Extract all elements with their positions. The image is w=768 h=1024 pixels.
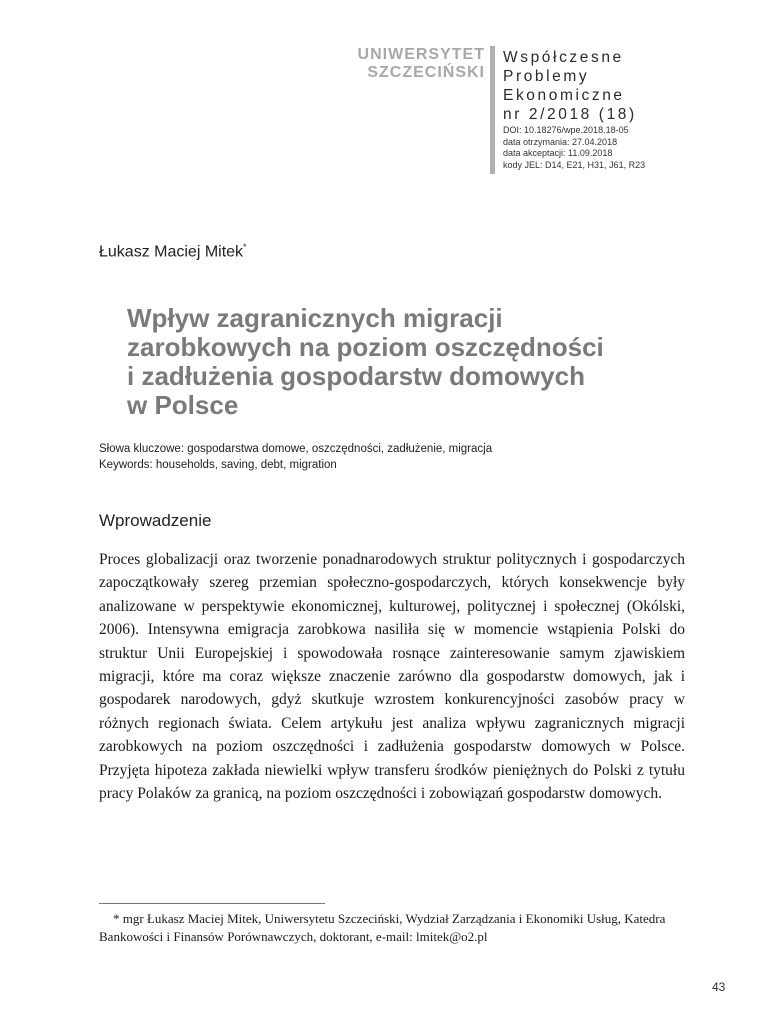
journal-line-3: Ekonomiczne: [503, 87, 625, 104]
footnote: [99, 910, 685, 946]
author: [99, 242, 247, 261]
university-line-2: SZCZECIŃSKI: [367, 64, 485, 81]
university-line-1: UNIWERSYTET: [357, 46, 485, 63]
footnote-rule: [99, 903, 325, 904]
article-metadata: [503, 125, 645, 171]
section-heading: Wprowadzenie: [99, 511, 212, 530]
article-title: [127, 304, 667, 420]
title-line-2: zarobkowych na poziom oszczędności: [127, 332, 604, 362]
jel-codes: kody JEL: D14, E21, H31, J61, R23: [503, 159, 646, 170]
journal-name: [503, 48, 637, 124]
footnote-mark: *: [113, 911, 120, 926]
keywords: [99, 441, 492, 473]
journal-line-2: Problemy: [503, 68, 590, 85]
author-footnote-mark: *: [243, 242, 247, 252]
footnote-text: mgr Łukasz Maciej Mitek, Uniwersytetu Szczeciński, Wydział Zarządzania i Ekonomiki Usług, Katedra Bankowości i Finansów Porównawczych, doktorant, e-mail: lmitek@o2.pl: [99, 911, 666, 944]
doi: DOI: 10.18276/wpe.2018.18-05: [503, 125, 629, 135]
page-number: 43: [712, 980, 726, 994]
journal-issue: nr 2/2018 (18): [503, 106, 637, 123]
intro-paragraph: Proces globalizacji oraz tworzenie ponadnarodowych struktur politycznych i gospodarczych zapoczątkowały szereg przemian społeczno-gospodarczych, których konsekwencje były analizowane w perspektywie ekonomicznej, kulturowej, politycznej i społecznej (Okólski, 2006). Intensywna emigracja zarobkowa nasiliła się w momencie wstąpienia Polski do struktur Unii Europejskiej i spowodowała rosnące zainteresowanie samym zjawiskiem migracji, które ma coraz większe znaczenie zarówno dla gospodarstw domowych, jak i gospodarek narodowych, gdyż skutkuje wzrostem konkurencyjności zasobów pracy w różnych regionach świata. Celem artykułu jest analiza wpływu zagranicznych migracji zarobkowych na poziom oszczędności i zadłużenia gospodarstw domowych w Polsce. Przyjęta hipoteza zakłada niewielki wpływ transferu środków pieniężnych do Polski z tytułu pracy Polaków za granicą, na poziom oszczędności i zobowiązań gospodarstw domowych.: [99, 551, 685, 803]
title-line-1: Wpływ zagranicznych migracji: [127, 303, 503, 333]
accepted-date: data akceptacji: 11.09.2018: [503, 148, 613, 158]
journal-line-1: Współczesne: [503, 49, 624, 66]
keywords-en: Keywords: households, saving, debt, migration: [99, 459, 337, 471]
title-line-3: i zadłużenia gospodarstw domowych: [127, 361, 585, 391]
keywords-pl: Słowa kluczowe: gospodarstwa domowe, oszczędności, zadłużenie, migracja: [99, 443, 493, 455]
header-divider: [490, 46, 495, 174]
received-date: data otrzymania: 27.04.2018: [503, 136, 618, 147]
author-name: Łukasz Maciej Mitek: [99, 243, 244, 261]
title-line-4: w Polsce: [127, 390, 239, 420]
university-name: [358, 46, 485, 82]
